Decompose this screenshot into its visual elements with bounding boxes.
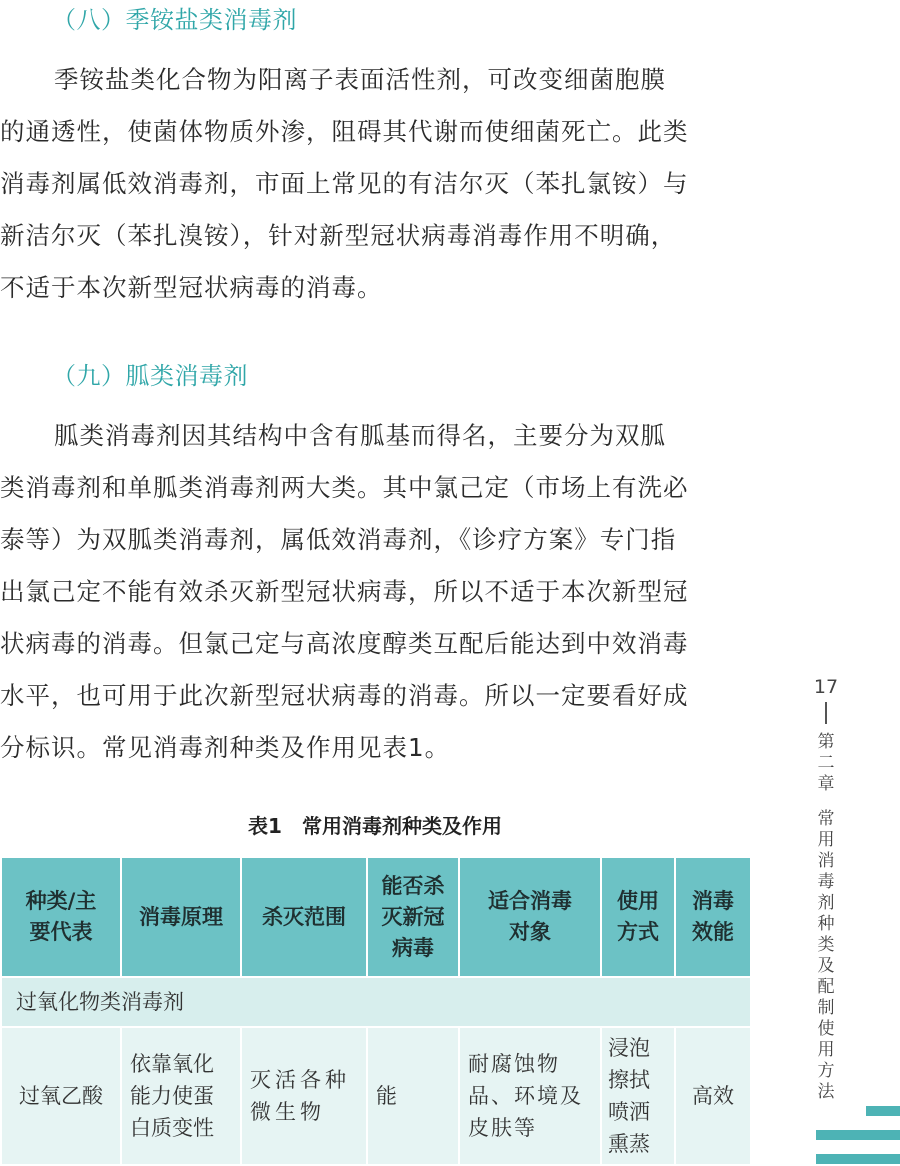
- page-number: 17: [813, 676, 839, 698]
- cell-range: 灭活各种 微生物: [241, 1027, 367, 1165]
- cell-principle: 依靠氧化 能力使蛋 白质变性: [121, 1027, 241, 1165]
- table-header-row: [1, 857, 751, 977]
- decor-bar: [866, 1106, 900, 1116]
- section-heading-8: （八）季铵盐类消毒剂: [52, 6, 297, 34]
- text-line: 季铵盐类化合物为阳离子表面活性剂，可改变细菌胞膜: [54, 65, 666, 94]
- cell-effective: 能: [367, 1027, 459, 1165]
- text-line: 胍类消毒剂因其结构中含有胍基而得名，主要分为双胍: [54, 421, 666, 450]
- page-sidebar: [812, 676, 840, 1103]
- header-covid: 能否杀 灭新冠 病毒: [367, 857, 459, 977]
- chapter-label: 第 二 章: [817, 732, 835, 794]
- text-line: 状病毒的消毒。但氯己定与高浓度醇类互配后能达到中效消毒: [0, 629, 689, 658]
- divider: [825, 702, 827, 724]
- cell-objects: 耐腐蚀物 品、环境及 皮肤等: [459, 1027, 601, 1165]
- paragraph-quaternary-ammonium: [0, 54, 756, 314]
- cell-name: 过氧乙酸: [1, 1027, 121, 1165]
- table-caption: 表1 常用消毒剂种类及作用: [248, 814, 502, 838]
- chapter-title: 常 用 消 毒 剂 种 类 及 配 制 使 用 方 法: [817, 809, 835, 1102]
- cell-usage: 浸泡 擦拭 喷洒 熏蒸: [601, 1027, 675, 1165]
- text-line: 出氯己定不能有效杀灭新型冠状病毒，所以不适于本次新型冠: [0, 577, 689, 606]
- table-group-row: [1, 977, 751, 1027]
- text-line: 新洁尔灭（苯扎溴铵），针对新型冠状病毒消毒作用不明确，: [0, 221, 677, 250]
- table-row: [1, 1027, 751, 1165]
- text-line: 水平，也可用于此次新型冠状病毒的消毒。所以一定要看好成: [0, 681, 689, 710]
- header-efficacy: 消毒 效能: [675, 857, 751, 977]
- text-line: 类消毒剂和单胍类消毒剂两大类。其中氯己定（市场上有洗必: [0, 473, 689, 502]
- section-heading-9: （九）胍类消毒剂: [52, 362, 248, 390]
- text-line: 的通透性，使菌体物质外渗，阻碍其代谢而使细菌死亡。此类: [0, 117, 689, 146]
- decor-bar: [816, 1130, 900, 1140]
- decor-bar: [816, 1154, 900, 1164]
- text-line: 泰等）为双胍类消毒剂，属低效消毒剂，《诊疗方案》专门指: [0, 525, 677, 554]
- disinfectant-table: [0, 856, 752, 1166]
- header-principle: 消毒原理: [121, 857, 241, 977]
- cell-efficacy: 高效: [675, 1027, 751, 1165]
- header-type: 种类/主 要代表: [1, 857, 121, 977]
- header-objects: 适合消毒 对象: [459, 857, 601, 977]
- group-label: 过氧化物类消毒剂: [1, 977, 751, 1027]
- header-usage: 使用 方式: [601, 857, 675, 977]
- text-line: 消毒剂属低效消毒剂，市面上常见的有洁尔灭（苯扎氯铵）与: [0, 169, 689, 198]
- header-range: 杀灭范围: [241, 857, 367, 977]
- paragraph-guanidine: [0, 410, 756, 774]
- text-line: 分标识。常见消毒剂种类及作用见表1。: [0, 733, 451, 762]
- text-line: 不适于本次新型冠状病毒的消毒。: [0, 273, 383, 302]
